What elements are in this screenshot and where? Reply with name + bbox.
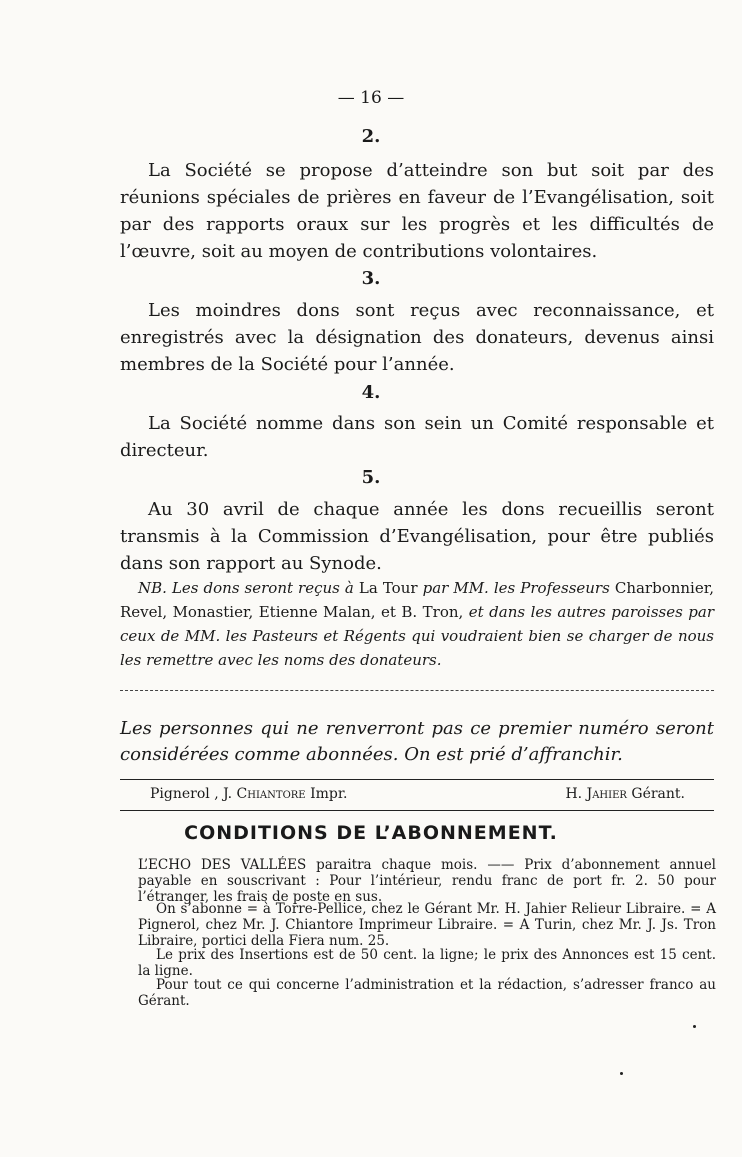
nb-lead: NB. Les dons seront reçus à (138, 579, 354, 597)
conditions-title: CONDITIONS DE L’ABONNEMENT. (184, 822, 558, 844)
article-number-4: 4. (361, 382, 381, 403)
ink-speck (693, 1025, 696, 1028)
printer-credit: Pignerol , J. Chiantore Impr. (150, 786, 348, 802)
conditions-paragraph-3: Le prix des Insertions est de 50 cent. la ligne; le prix des Annonces est 15 cent. la ligne. (138, 947, 716, 979)
nb-professors: par MM. les Professeurs (422, 579, 610, 597)
separator-dashed (120, 690, 714, 691)
nb-note (120, 576, 714, 672)
article-number-5: 5. (361, 467, 381, 488)
article-text-2: La Société se propose d’atteindre son but soit par des réunions spéciales de prières en faveur de l’Evangélisation, soit par des rapports oraux sur les progrès et les difficultés de l’œuvre, soit au moyen de contributions volontaires. (120, 160, 714, 262)
manager-credit: H. Jahier Gérant. (565, 786, 685, 802)
separator-bottom (120, 810, 714, 811)
article-text-3: Les moindres dons sont reçus avec reconnaissance, et enregistrés avec la désignation des donateurs, devenus ainsi membres de la Société pour l’année. (120, 300, 714, 375)
nb-others: et dans les autres paroisses par ceux de MM. les Pasteurs et Régents qui voudraient bien se charger de nous les remettre avec les noms des donateurs. (120, 603, 714, 669)
conditions-paragraph-4: Pour tout ce qui concerne l’administration et la rédaction, s’adresser franco au Gérant. (138, 977, 716, 1009)
article-number-3: 3. (361, 268, 381, 289)
nb-place: La Tour (358, 579, 418, 597)
separator-top (120, 779, 714, 780)
page-number: — 16 — (337, 88, 405, 108)
article-text-4: La Société nomme dans son sein un Comité responsable et directeur. (120, 413, 714, 461)
conditions-paragraph-1: L’ECHO DES VALLÉES paraitra chaque mois. —— Prix d’abonnement annuel payable en souscrivant : Pour l’intérieur, rendu franc de port fr. 2. 50 pour l’étranger, les frais de poste en sus. (138, 857, 716, 905)
ink-speck (620, 1072, 623, 1075)
conditions-paragraph-2: On s’abonne = à Torre-Pellice, chez le Gérant Mr. H. Jahier Relieur Libraire. = A Pignerol, chez Mr. J. Chiantore Imprimeur Libraire. = A Turin, chez Mr. J. Js. Tron Libraire, portici della Fiera num. 25. (138, 901, 716, 949)
article-text-5: Au 30 avril de chaque année les dons recueillis seront transmis à la Commission d’Evangélisation, pour être publiés dans son rapport au Synode. (120, 499, 714, 574)
subscription-notice: Les personnes qui ne renverront pas ce premier numéro seront considérées comme abonnées. On est prié d’affranchir. (120, 718, 714, 765)
nb-names: Charbonnier, Revel, Monastier, Etienne Malan, et B. Tron, (120, 579, 715, 621)
imprint-line (150, 786, 685, 802)
article-number-2: 2. (361, 126, 381, 147)
